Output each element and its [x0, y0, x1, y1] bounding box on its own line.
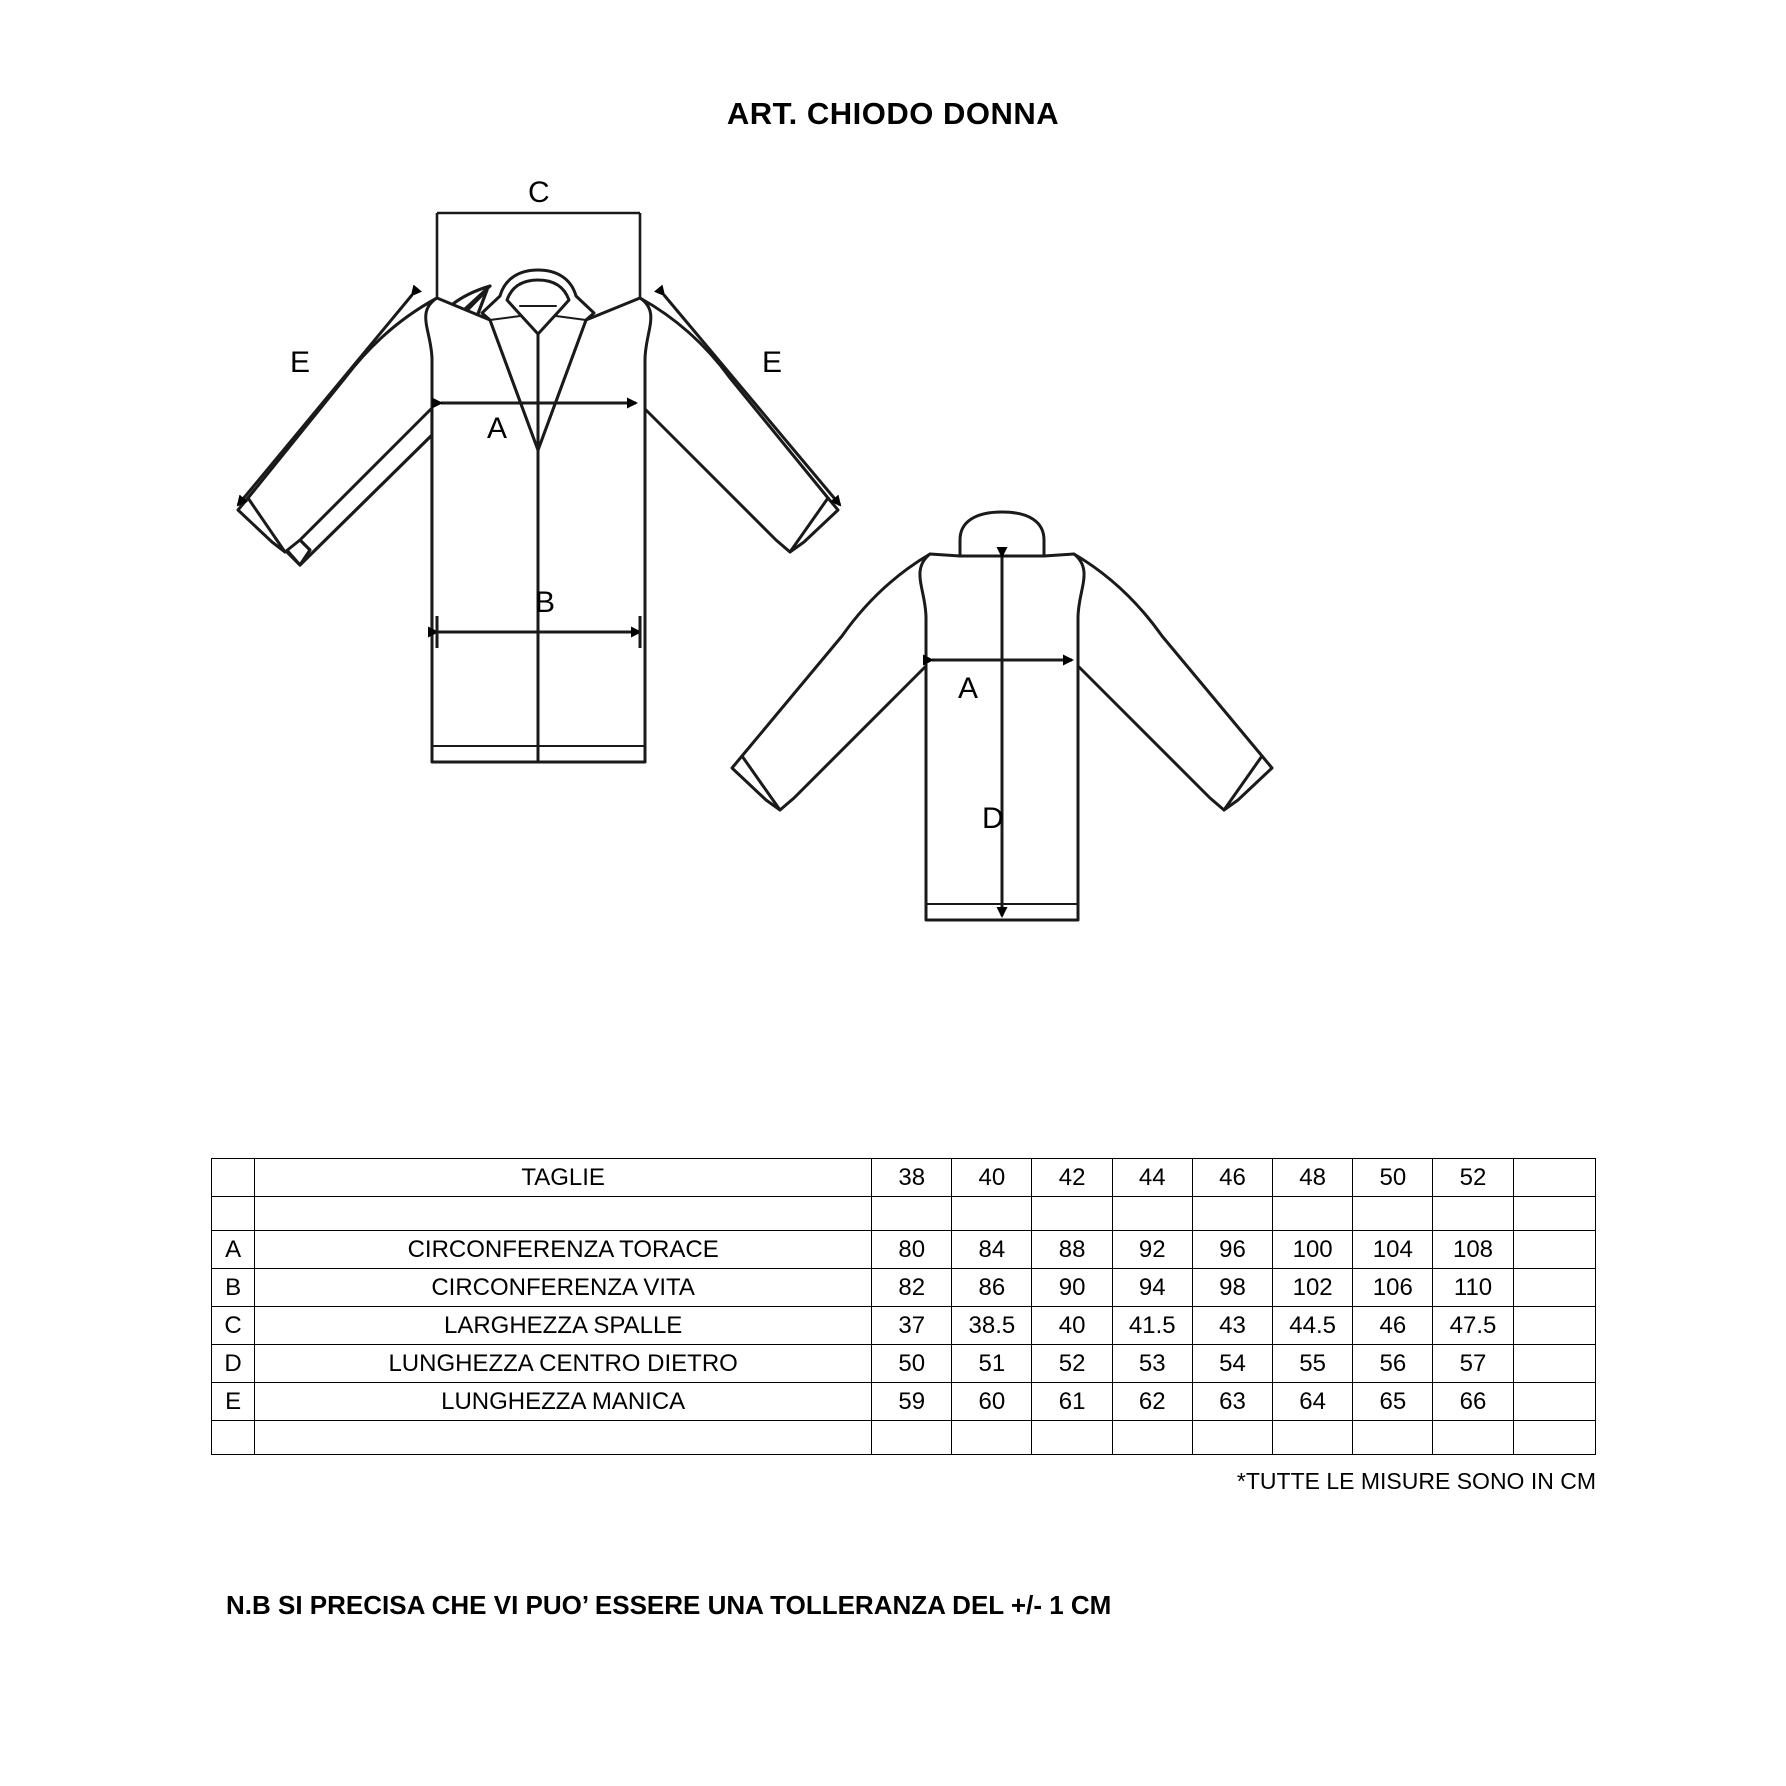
row-value: 88: [1032, 1231, 1112, 1269]
spacer-cell: [1192, 1421, 1272, 1455]
row-tail: [1513, 1345, 1595, 1383]
spacer-cell: [1353, 1197, 1433, 1231]
spacer-cell: [1353, 1421, 1433, 1455]
spacer-cell: [1273, 1197, 1353, 1231]
spacer-cell: [952, 1421, 1032, 1455]
row-value: 65: [1353, 1383, 1433, 1421]
row-value: 63: [1192, 1383, 1272, 1421]
row-value: 54: [1192, 1345, 1272, 1383]
header-taglie: TAGLIE: [255, 1159, 872, 1197]
row-value: 57: [1433, 1345, 1513, 1383]
row-value: 37: [872, 1307, 952, 1345]
spacer-cell: [255, 1197, 872, 1231]
spacer-cell: [1112, 1197, 1192, 1231]
row-value: 66: [1433, 1383, 1513, 1421]
table-header-row: [212, 1159, 1596, 1197]
row-tail: [1513, 1231, 1595, 1269]
header-size-38: 38: [872, 1159, 952, 1197]
header-tail-cell: [1513, 1159, 1595, 1197]
row-value: 100: [1273, 1231, 1353, 1269]
table-row: [212, 1269, 1596, 1307]
header-size-44: 44: [1112, 1159, 1192, 1197]
garment-diagrams: [0, 150, 1786, 1000]
row-value: 55: [1273, 1345, 1353, 1383]
row-code: B: [212, 1269, 255, 1307]
row-value: 60: [952, 1383, 1032, 1421]
row-value: 86: [952, 1269, 1032, 1307]
row-value: 104: [1353, 1231, 1433, 1269]
row-name: CIRCONFERENZA VITA: [255, 1269, 872, 1307]
header-size-48: 48: [1273, 1159, 1353, 1197]
spacer-cell: [872, 1197, 952, 1231]
row-value: 108: [1433, 1231, 1513, 1269]
table-row: [212, 1231, 1596, 1269]
row-value: 43: [1192, 1307, 1272, 1345]
row-value: 40: [1032, 1307, 1112, 1345]
label-e-left: E: [290, 346, 311, 379]
measurements-table-wrapper: [211, 1158, 1596, 1455]
row-value: 38.5: [952, 1307, 1032, 1345]
row-value: 102: [1273, 1269, 1353, 1307]
label-a-back: A: [958, 672, 979, 705]
row-value: 84: [952, 1231, 1032, 1269]
row-value: 62: [1112, 1383, 1192, 1421]
spacer-cell: [1112, 1421, 1192, 1455]
header-size-50: 50: [1353, 1159, 1433, 1197]
row-name: LARGHEZZA SPALLE: [255, 1307, 872, 1345]
label-d: D: [982, 802, 1004, 835]
spacer-cell: [1032, 1197, 1112, 1231]
row-value: 50: [872, 1345, 952, 1383]
spacer-cell: [255, 1421, 872, 1455]
spacer-cell: [872, 1421, 952, 1455]
row-value: 110: [1433, 1269, 1513, 1307]
row-code: A: [212, 1231, 255, 1269]
row-value: 94: [1112, 1269, 1192, 1307]
label-c: C: [528, 176, 550, 209]
label-e-right: E: [762, 346, 783, 379]
row-tail: [1513, 1383, 1595, 1421]
spacer-cell: [952, 1197, 1032, 1231]
spacer-cell: [1032, 1421, 1112, 1455]
spacer-cell: [212, 1421, 255, 1455]
table-row: [212, 1383, 1596, 1421]
spacer-cell: [1273, 1421, 1353, 1455]
row-name: LUNGHEZZA CENTRO DIETRO: [255, 1345, 872, 1383]
header-size-40: 40: [952, 1159, 1032, 1197]
table-row: [212, 1345, 1596, 1383]
row-tail: [1513, 1269, 1595, 1307]
row-code: C: [212, 1307, 255, 1345]
measurements-table: [211, 1158, 1596, 1455]
page-title: ART. CHIODO DONNA: [726, 96, 1060, 131]
header-size-46: 46: [1192, 1159, 1272, 1197]
row-value: 59: [872, 1383, 952, 1421]
row-value: 96: [1192, 1231, 1272, 1269]
row-value: 98: [1192, 1269, 1272, 1307]
table-row: [212, 1307, 1596, 1345]
spacer-cell: [212, 1197, 255, 1231]
tolerance-note: N.B SI PRECISA CHE VI PUO’ ESSERE UNA TOLLERANZA DEL +/- 1 CM: [226, 1590, 1112, 1620]
row-value: 80: [872, 1231, 952, 1269]
row-value: 61: [1032, 1383, 1112, 1421]
row-value: 64: [1273, 1383, 1353, 1421]
row-value: 47.5: [1433, 1307, 1513, 1345]
header-code-cell: [212, 1159, 255, 1197]
row-code: D: [212, 1345, 255, 1383]
row-value: 44.5: [1273, 1307, 1353, 1345]
header-size-52: 52: [1433, 1159, 1513, 1197]
table-spacer-row-top: [212, 1197, 1596, 1231]
spacer-cell: [1192, 1197, 1272, 1231]
row-value: 41.5: [1112, 1307, 1192, 1345]
spacer-cell: [1513, 1197, 1595, 1231]
row-value: 106: [1353, 1269, 1433, 1307]
header-size-42: 42: [1032, 1159, 1112, 1197]
label-b: B: [535, 586, 556, 619]
row-value: 92: [1112, 1231, 1192, 1269]
row-value: 46: [1353, 1307, 1433, 1345]
row-value: 90: [1032, 1269, 1112, 1307]
row-value: 56: [1353, 1345, 1433, 1383]
row-value: 82: [872, 1269, 952, 1307]
row-name: LUNGHEZZA MANICA: [255, 1383, 872, 1421]
spacer-cell: [1433, 1197, 1513, 1231]
table-spacer-row-bottom: [212, 1421, 1596, 1455]
spacer-cell: [1433, 1421, 1513, 1455]
row-tail: [1513, 1307, 1595, 1345]
row-value: 52: [1032, 1345, 1112, 1383]
spacer-cell: [1513, 1421, 1595, 1455]
row-name: CIRCONFERENZA TORACE: [255, 1231, 872, 1269]
row-value: 51: [952, 1345, 1032, 1383]
label-a-front: A: [487, 412, 508, 445]
row-code: E: [212, 1383, 255, 1421]
row-value: 53: [1112, 1345, 1192, 1383]
units-note: *TUTTE LE MISURE SONO IN CM: [1236, 1468, 1596, 1494]
